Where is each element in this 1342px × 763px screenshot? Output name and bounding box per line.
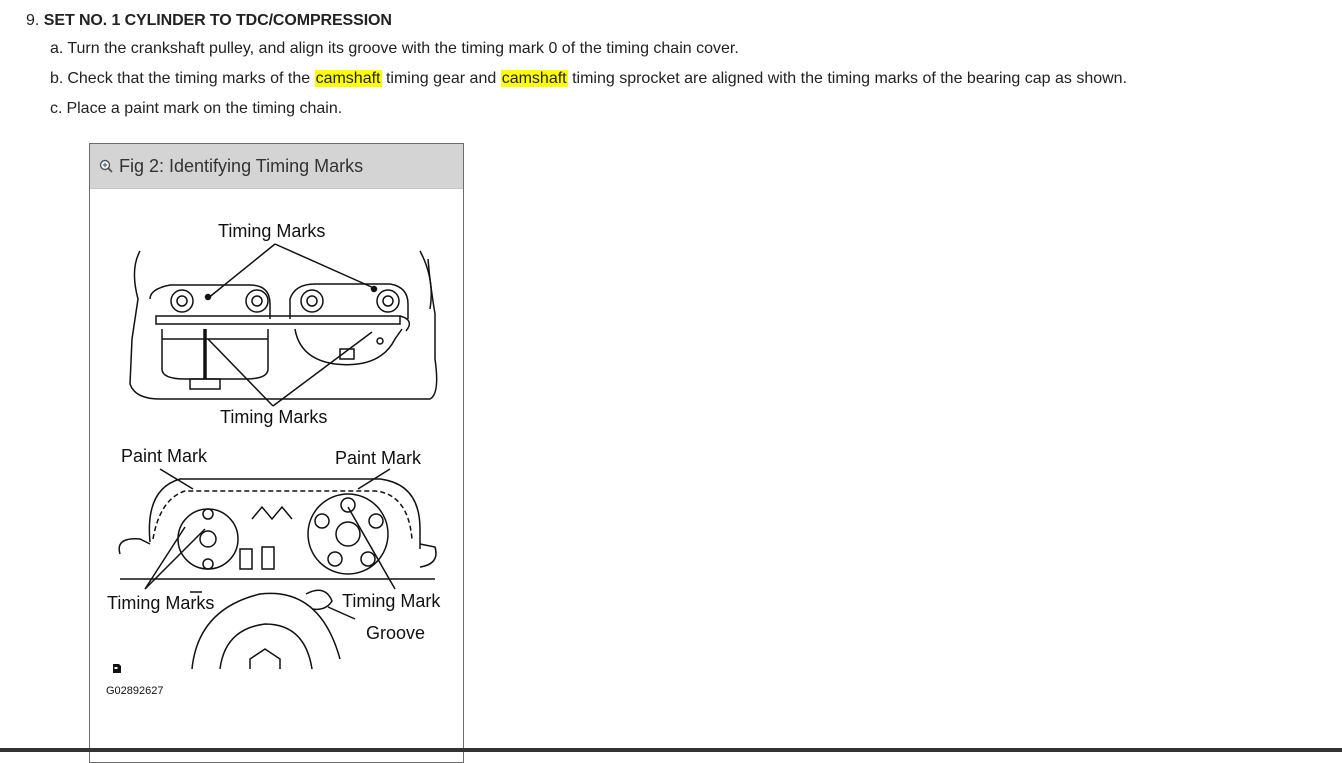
figure-illustration: [90, 189, 463, 749]
substep-text: Turn the crankshaft pulley, and align its groove with the timing mark 0 of the timing chain cover.: [67, 40, 739, 57]
substep-text: Check that the timing marks of the: [67, 70, 311, 87]
substep-label: b.: [50, 70, 64, 87]
document-icon: [112, 663, 122, 674]
label-groove: Groove: [366, 623, 426, 643]
step-title: SET NO. 1 CYLINDER TO TDC/COMPRESSION: [43, 12, 392, 29]
substep-a: [50, 39, 739, 59]
figure-code: G02892627: [106, 685, 164, 697]
substep-b: [50, 69, 1127, 89]
substep-label: a.: [50, 40, 64, 57]
step-number: 9.: [26, 12, 40, 29]
substep-text: Place a paint mark on the timing chain.: [66, 100, 343, 117]
search-highlight: camshaft: [501, 70, 567, 87]
search-highlight: camshaft: [315, 70, 381, 87]
label-timing-mark-right: Timing Mark: [342, 591, 441, 611]
figure-caption: Fig 2: Identifying Timing Marks: [119, 155, 364, 176]
step-heading: [26, 11, 392, 31]
zoom-in-icon[interactable]: [99, 159, 113, 173]
timing-diagram: [90, 189, 463, 749]
bottom-divider: [0, 748, 1342, 752]
label-paint-mark-left: Paint Mark: [121, 446, 208, 466]
label-paint-mark-right: Paint Mark: [335, 448, 422, 468]
label-timing-marks-mid: Timing Marks: [220, 407, 328, 427]
substep-text: timing gear and: [385, 70, 497, 87]
figure-panel: [89, 143, 464, 763]
figure-caption-bar[interactable]: [90, 144, 463, 189]
label-timing-marks-top: Timing Marks: [218, 221, 326, 241]
substep-label: c.: [50, 100, 63, 117]
substep-c: [50, 99, 342, 119]
substep-text: timing sprocket are aligned with the timing marks of the bearing cap as shown.: [572, 70, 1128, 87]
label-timing-marks-bottom: Timing Marks: [107, 593, 215, 613]
